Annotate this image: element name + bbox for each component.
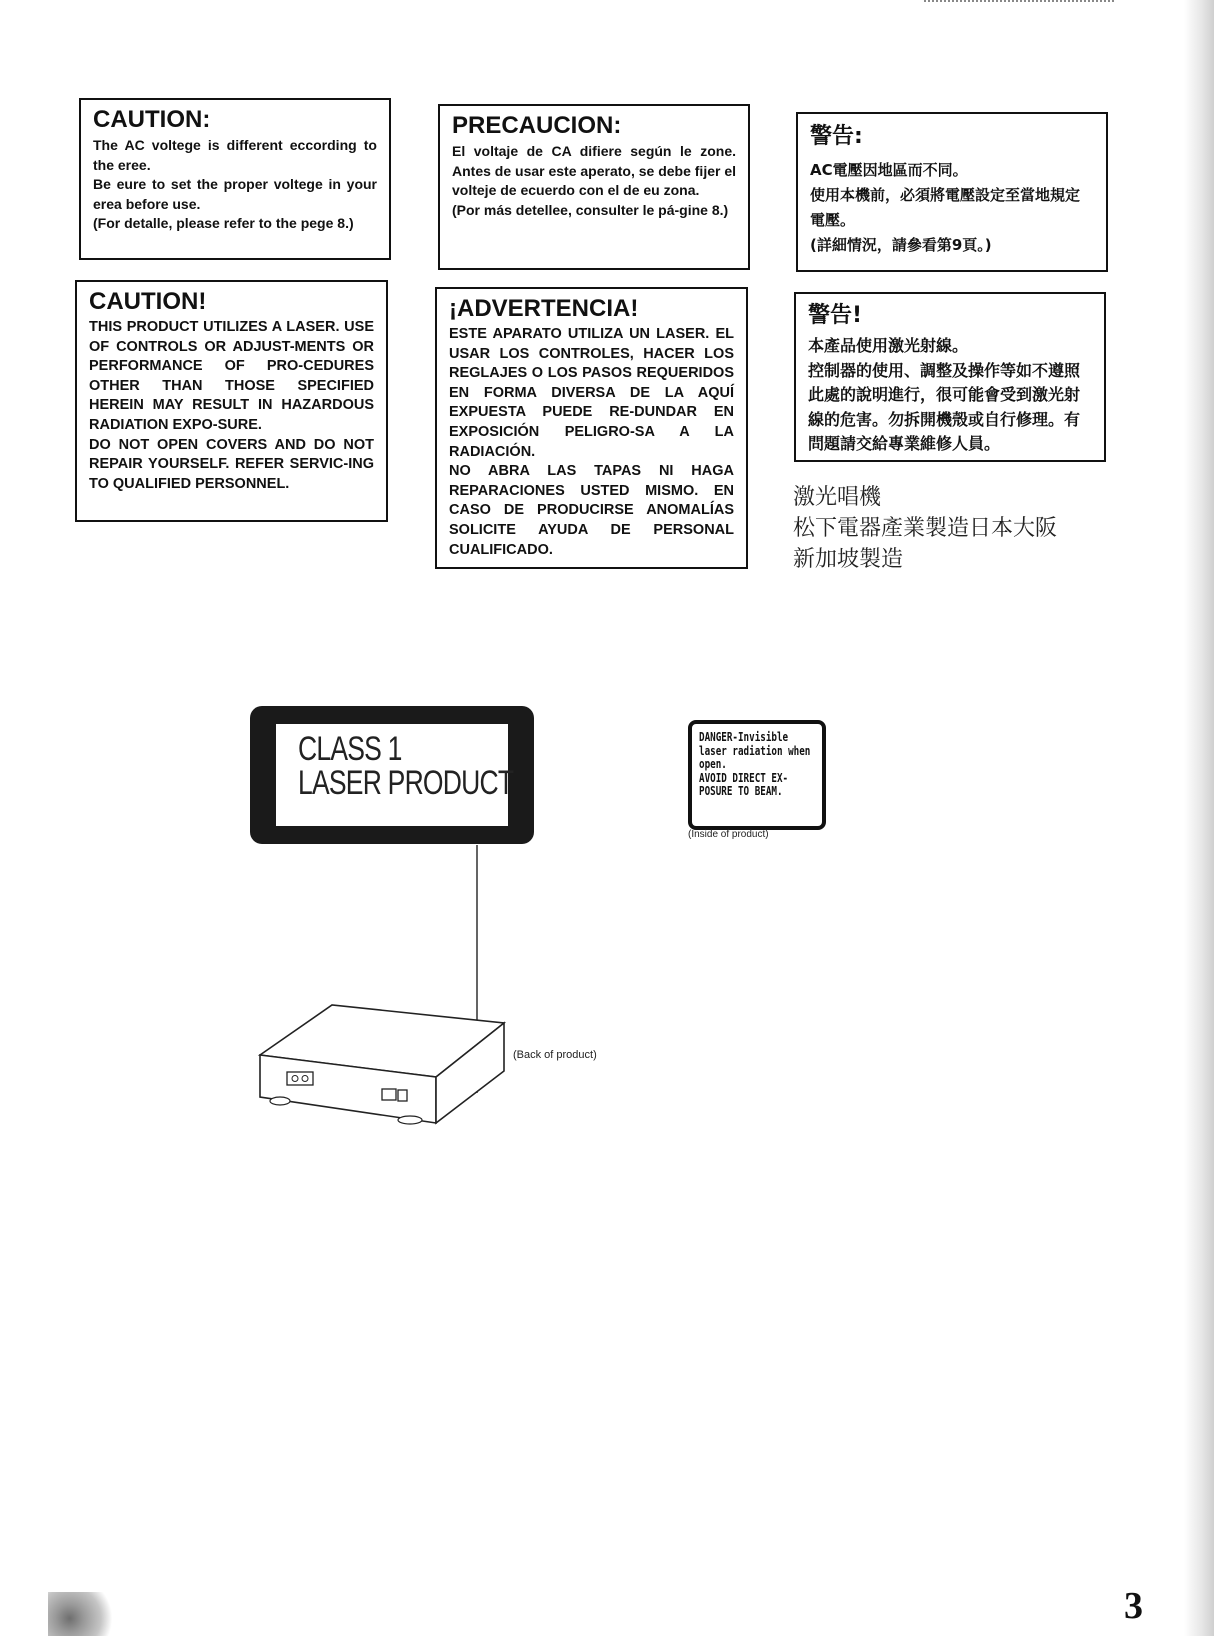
caution-laser-box — [75, 280, 388, 522]
caution-ac-line-3: (For detalle, please refer to the pege 8.) — [93, 215, 354, 231]
warning-zh-laser-box — [794, 292, 1106, 462]
caution-ac-box — [79, 98, 391, 260]
manufacturer-zh-line-3: 新加坡製造 — [793, 547, 904, 572]
product-device-illustration — [250, 845, 530, 1135]
advertencia-line-1: ESTE APARATO UTILIZA UN LASER. EL USAR LOS CONTROLES, HACER LOS REGLAJES O LOS PASOS REQUERIDOS EN FORMA DIVERSA DE LA AQUÍ EXPUESTA PUEDE RE-DUNDAR EN EXPOSICIÓN PELIGRO-SA A LA RADIACIÓN. — [449, 326, 734, 460]
danger-label-line-4: AVOID DIRECT EX- — [699, 769, 789, 785]
warning-zh-ac-line-1: AC電壓因地區而不同。 — [810, 161, 968, 179]
page-edge-shadow — [1184, 0, 1214, 1636]
device-connector — [398, 1090, 407, 1101]
device-jack-terminal — [287, 1072, 313, 1085]
danger-laser-label — [688, 720, 826, 830]
class1-laser-label — [250, 706, 534, 844]
inside-of-product-caption: (Inside of product) — [688, 829, 769, 840]
top-margin-mark — [924, 0, 1114, 6]
manufacturer-zh-line-1: 激光唱機 — [793, 485, 882, 510]
warning-zh-ac-box — [796, 112, 1108, 272]
caution-laser-line-2: DO NOT OPEN COVERS AND DO NOT REPAIR YOURSELF. REFER SERVIC-ING TO QUALIFIED PERSONNEL. — [89, 436, 374, 492]
manufacturer-zh — [793, 482, 1057, 575]
warning-zh-ac-line-3: (詳細情況，請參看第9頁。) — [810, 236, 992, 254]
caution-ac-line-1: The AC voltege is different eccording to the eree. — [93, 137, 377, 173]
warning-zh-ac-line-2: 使用本機前，必須將電壓設定至當地規定電壓。 — [810, 186, 1081, 229]
class1-laser-label-inner — [276, 724, 514, 826]
back-of-product-caption: (Back of product) — [513, 1049, 597, 1061]
page-number: 3 — [1124, 1585, 1143, 1627]
warning-zh-laser-line-2: 控制器的使用、調整及操作等如不遵照此處的說明進行，很可能會受到激光射線的危害。勿拆開機殼或自行修理。有問題請交給專業維修人員。 — [808, 360, 1081, 453]
class1-label-line-2: LASER PRODUCT — [298, 764, 514, 802]
caution-laser-line-1: THIS PRODUCT UTILIZES A LASER. USE OF CONTROLS OR ADJUST-MENTS OR PERFORMANCE OF PRO-CEDURES OTHER THAN THOSE SPECIFIED HEREIN MAY RESULT IN HAZARDOUS RADIATION EXPO-SURE. — [89, 319, 374, 433]
precaucion-line-1: El voltaje de CA difiere según le zone. Antes de usar este aperato, se debe fijer el volteje de ecuerdo con el de eu zona. — [452, 143, 737, 198]
danger-label-line-2: laser radiation when — [699, 742, 811, 758]
manufacturer-zh-line-2: 松下電器產業製造日本大阪 — [793, 516, 1058, 541]
warning-zh-ac-title: 警告: — [810, 124, 863, 149]
device-connector — [382, 1089, 396, 1100]
danger-label-line-1: DANGER-Invisible — [699, 729, 789, 744]
precaucion-line-2: (Por más detellee, consulter le pá-gine 8.) — [452, 201, 729, 218]
scan-noise — [48, 1592, 120, 1636]
advertencia-box — [435, 287, 748, 569]
advertencia-title: ¡ADVERTENCIA! — [449, 295, 639, 322]
caution-laser-title: CAUTION! — [89, 288, 207, 315]
class1-label-line-1: CLASS 1 — [298, 730, 402, 768]
warning-zh-laser-title: 警告! — [808, 303, 863, 328]
caution-ac-title: CAUTION: — [93, 106, 211, 133]
danger-label-line-5: POSURE TO BEAM. — [699, 783, 783, 798]
warning-zh-laser-line-1: 本產品使用激光射線。 — [808, 336, 969, 355]
advertencia-line-2: NO ABRA LAS TAPAS NI HAGA REPARACIONES USTED MISMO. EN CASO DE PRODUCIRSE ANOMALÍAS SOLICITE AYUDA DE PERSONAL CUALIFICADO. — [449, 463, 734, 558]
danger-label-line-3: open. — [699, 756, 727, 771]
caution-ac-line-2: Be eure to set the proper voltege in your erea before use. — [93, 176, 377, 212]
precaucion-title: PRECAUCION: — [452, 112, 622, 139]
device-foot — [270, 1097, 290, 1105]
precaucion-box — [438, 104, 750, 270]
device-foot — [398, 1116, 422, 1124]
